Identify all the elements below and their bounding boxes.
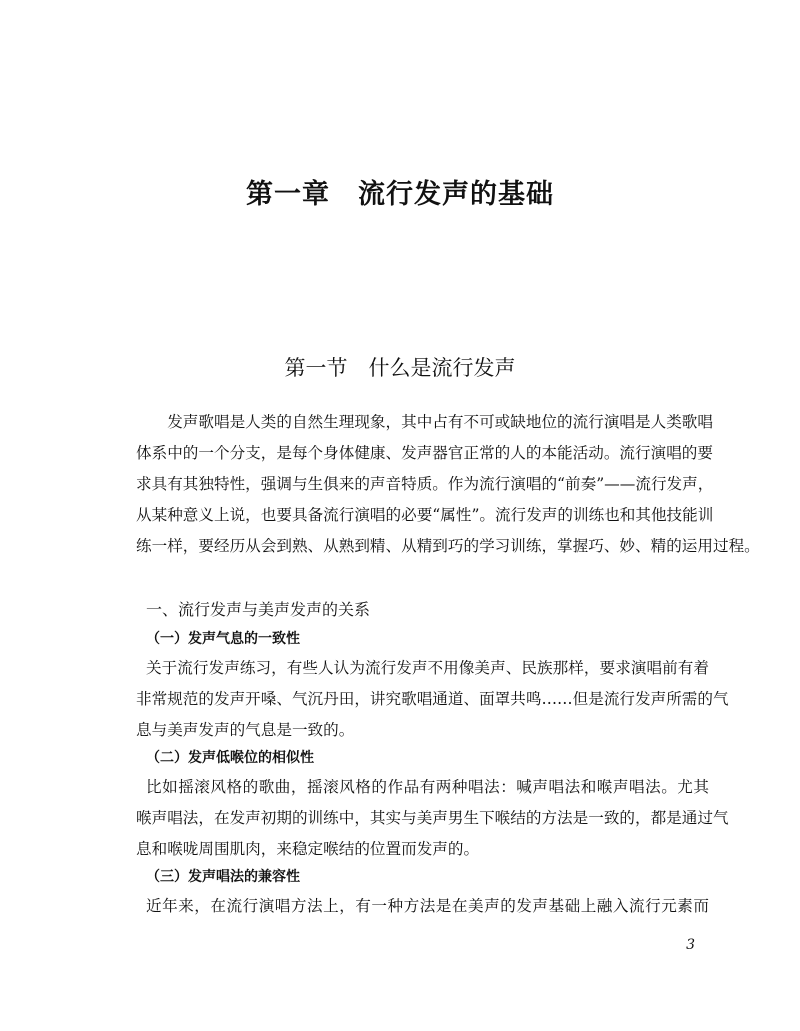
text-line: 练一样，要经历从会到熟、从熟到精、从精到巧的学习训练，掌握巧、妙、精的运用过程。: [136, 537, 760, 555]
part-heading: 一、流行发声与美声发声的关系: [146, 600, 371, 619]
subsection-heading: （三）发声唱法的兼容性: [146, 869, 300, 885]
subsection-paragraph: [136, 891, 709, 922]
text-line: 非常规范的发声开嗓、气沉丹田，讲究歌唱通道、面罩共鸣……但是流行发声所需的气: [136, 690, 729, 708]
subsection-paragraph: [136, 772, 729, 865]
subsection-heading: （二）发声低喉位的相似性: [146, 750, 314, 766]
text-line: 近年来，在流行演唱方法上，有一种方法是在美声的发声基础上融入流行元素而: [146, 897, 709, 915]
intro-paragraph: [136, 407, 760, 562]
chapter-title: 第一章 流行发声的基础: [246, 179, 554, 210]
text-line: 息和喉咙周围肌肉，来稳定喉结的位置而发声的。: [136, 840, 480, 858]
text-line: 求具有其独特性，强调与生俱来的声音特质。作为流行演唱的“前奏”——流行发声，: [136, 475, 714, 493]
text-line: 发声歌唱是人类的自然生理现象，其中占有不可或缺地位的流行演唱是人类歌唱: [136, 413, 713, 431]
text-line: 息与美声发声的气息是一致的。: [136, 721, 355, 739]
text-line: 体系中的一个分支，是每个身体健康、发声器官正常的人的本能活动。流行演唱的要: [136, 444, 713, 462]
subsection-heading: （一）发声气息的一致性: [146, 631, 300, 647]
text-line: 比如摇滚风格的歌曲，摇滚风格的作品有两种唱法：喊声唱法和喉声唱法。尤其: [146, 778, 709, 796]
text-line: 从某种意义上说，也要具备流行演唱的必要“属性”。流行发声的训练也和其他技能训: [136, 506, 714, 524]
section-title: 第一节 什么是流行发声: [284, 356, 516, 380]
subsection-paragraph: [136, 653, 729, 746]
page-number: 3: [686, 937, 695, 953]
text-line: 关于流行发声练习，有些人认为流行发声不用像美声、民族那样，要求演唱前有着: [146, 659, 709, 677]
text-line: 喉声唱法，在发声初期的训练中，其实与美声男生下喉结的方法是一致的，都是通过气: [136, 809, 729, 827]
